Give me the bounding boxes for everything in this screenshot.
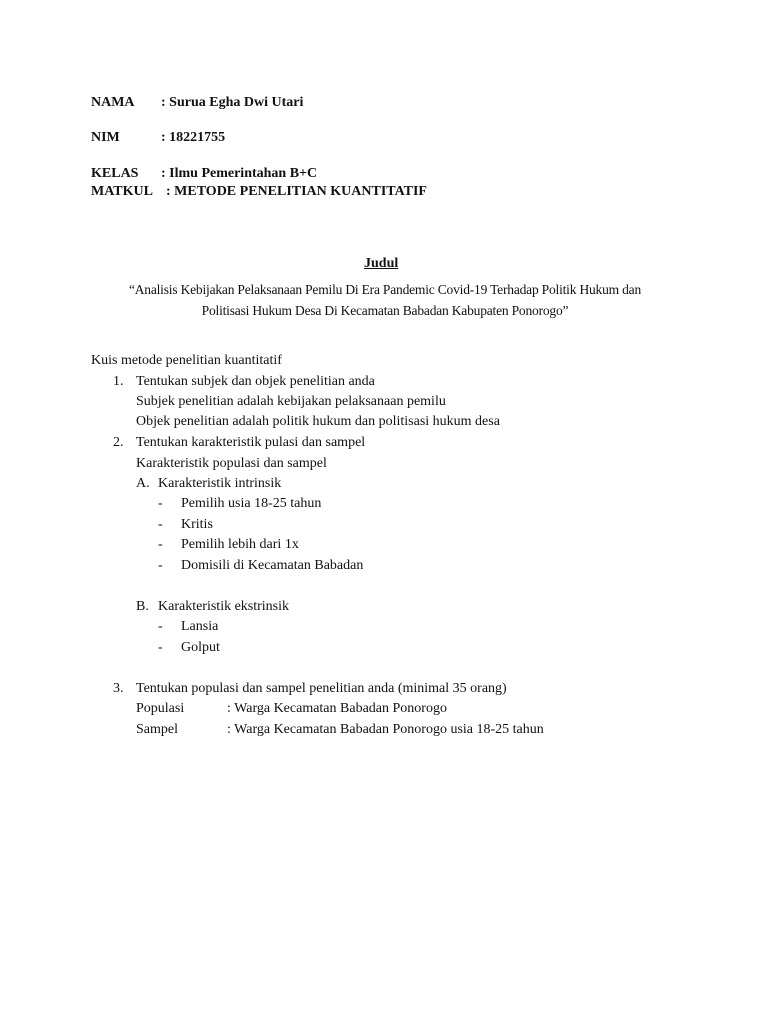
populasi-label: Populasi — [136, 701, 185, 716]
q3-number: 3. — [113, 681, 124, 696]
list-item: Pemilih usia 18-25 tahun — [181, 496, 322, 511]
q2-subheading: Karakteristik populasi dan sampel — [136, 456, 327, 471]
list-item: Kritis — [181, 517, 213, 532]
list-item: Pemilih lebih dari 1x — [181, 537, 299, 552]
list-bullet: - — [158, 558, 163, 573]
nim-value: : 18221755 — [161, 130, 226, 145]
kelas-label: KELAS — [91, 166, 139, 181]
list-item: Golput — [181, 640, 220, 655]
group-a-marker: A. — [136, 476, 150, 491]
nim-label: NIM — [91, 130, 120, 145]
q1-question: Tentukan subjek dan objek penelitian anda — [136, 374, 375, 389]
list-item: Domisili di Kecamatan Babadan — [181, 558, 364, 573]
group-b-marker: B. — [136, 599, 149, 614]
quiz-intro: Kuis metode penelitian kuantitatif — [91, 353, 282, 368]
q3-question: Tentukan populasi dan sampel penelitian anda (minimal 35 orang) — [136, 681, 507, 696]
list-bullet: - — [158, 619, 163, 634]
judul-line-2: Politisasi Hukum Desa Di Kecamatan Babadan Kabupaten Ponorogo” — [201, 303, 569, 318]
list-bullet: - — [158, 496, 163, 511]
q1-number: 1. — [113, 374, 124, 389]
sampel-label: Sampel — [136, 722, 178, 737]
q2-number: 2. — [113, 435, 124, 450]
sampel-value: : Warga Kecamatan Babadan Ponorogo usia 18-25 tahun — [227, 722, 544, 737]
list-bullet: - — [158, 640, 163, 655]
nama-label: NAMA — [91, 95, 135, 110]
list-bullet: - — [158, 517, 163, 532]
matkul-value: : METODE PENELITIAN KUANTITATIF — [166, 184, 427, 199]
q1-answer-subjek: Subjek penelitian adalah kebijakan pelaksanaan pemilu — [136, 394, 446, 409]
judul-line-1: “Analisis Kebijakan Pelaksanaan Pemilu Di Era Pandemic Covid-19 Terhadap Politik Hukum dan — [128, 282, 642, 297]
group-b-title: Karakteristik ekstrinsik — [158, 599, 290, 614]
nama-value: : Surua Egha Dwi Utari — [161, 95, 304, 110]
matkul-label: MATKUL — [91, 184, 153, 199]
list-item: Lansia — [181, 619, 219, 634]
q2-question: Tentukan karakteristik pulasi dan sampel — [136, 435, 366, 450]
kelas-value: : Ilmu Pemerintahan B+C — [161, 166, 318, 181]
group-a-title: Karakteristik intrinsik — [158, 476, 282, 491]
populasi-value: : Warga Kecamatan Babadan Ponorogo — [227, 701, 447, 716]
q1-answer-objek: Objek penelitian adalah politik hukum dan politisasi hukum desa — [136, 414, 500, 429]
list-bullet: - — [158, 537, 163, 552]
judul-heading: Judul — [364, 256, 399, 271]
